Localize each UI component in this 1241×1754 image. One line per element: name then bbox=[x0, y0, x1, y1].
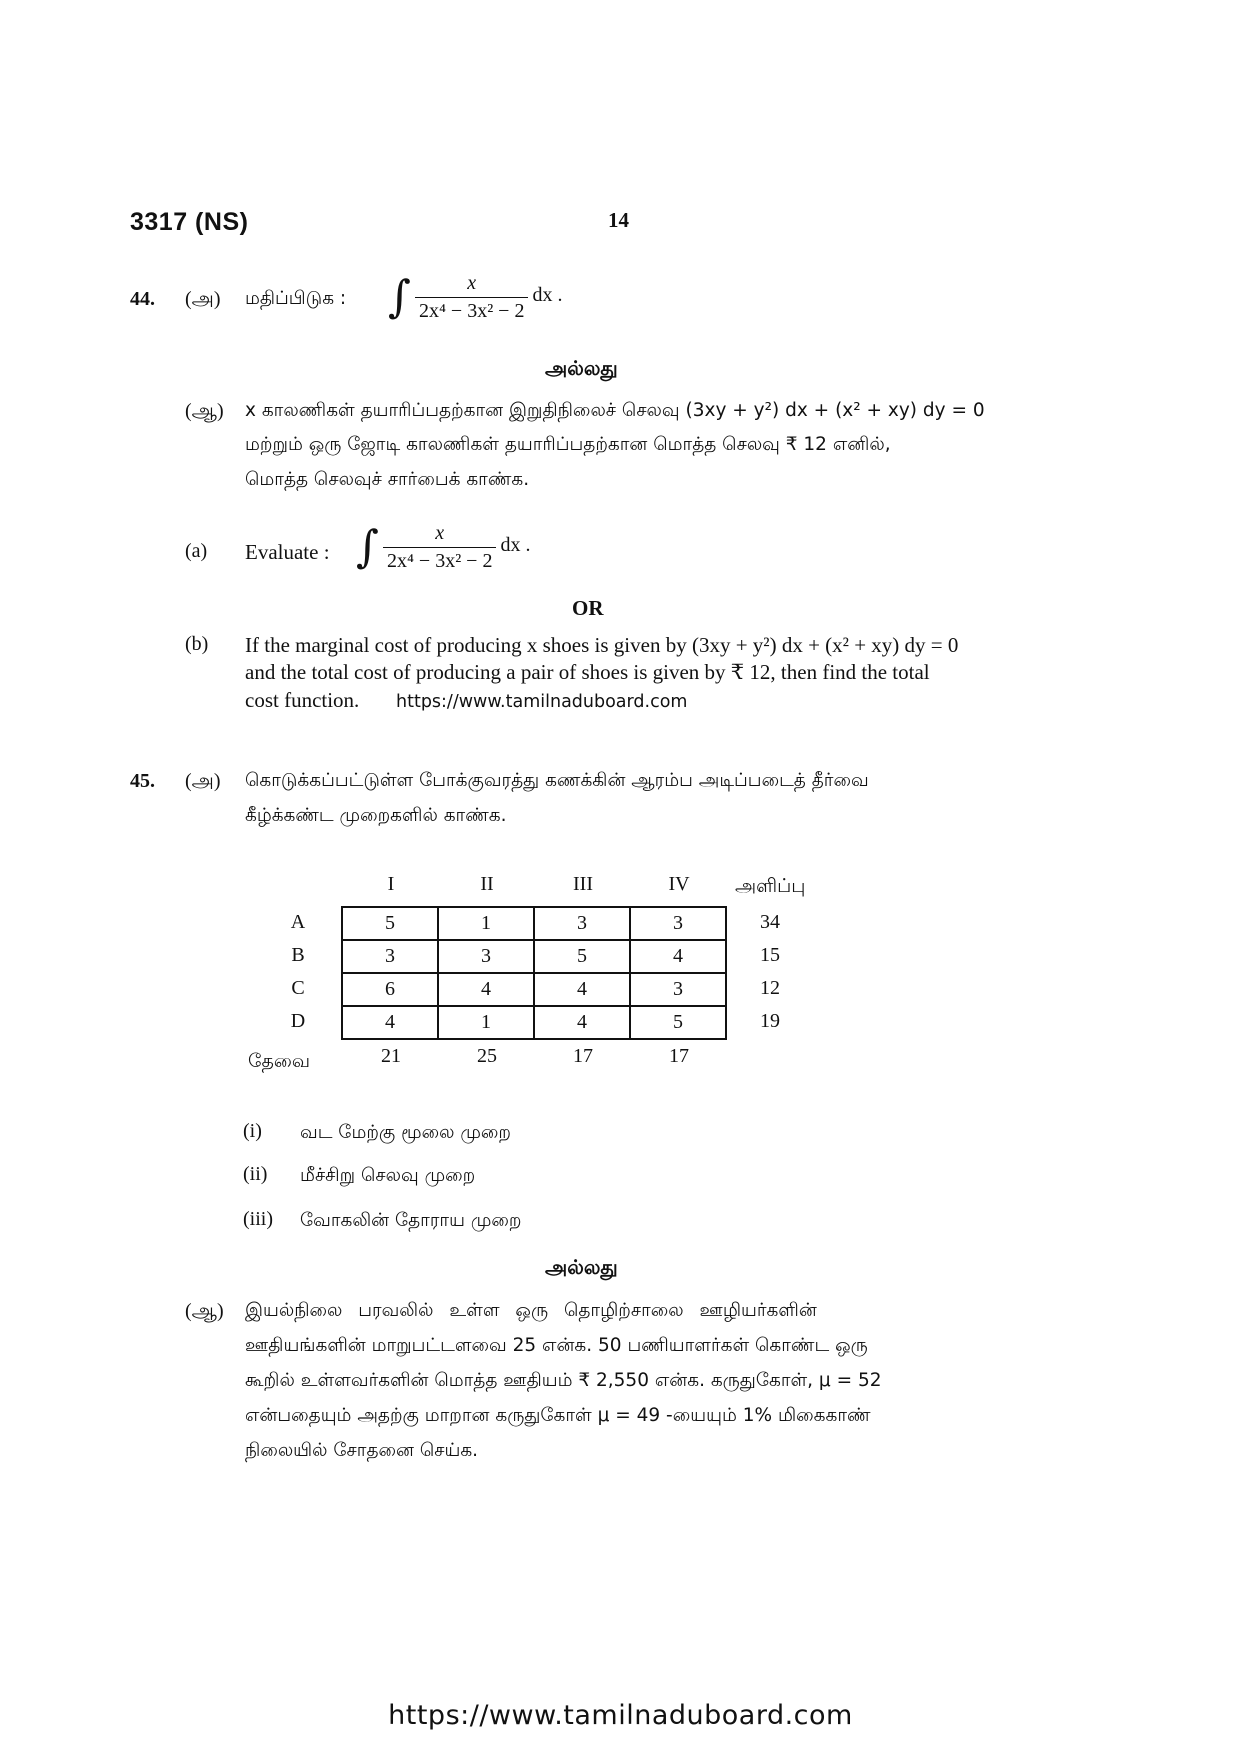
method-label: (i) bbox=[243, 1120, 262, 1142]
q44-b-line-1: x காலணிகள் தயாரிப்பதற்கான இறுதிநிலைச் செலவு (3xy + y²) dx + (x² + xy) dy = 0 bbox=[245, 400, 985, 421]
table-cell: 4 bbox=[534, 1006, 630, 1039]
supply-value: 15 bbox=[760, 944, 780, 966]
q44-b-line-3: மொத்த செலவுச் சார்பைக் காண்க. bbox=[245, 469, 530, 490]
table-cell: 1 bbox=[438, 1006, 534, 1039]
table-row bbox=[342, 1006, 726, 1039]
integrand-fraction bbox=[415, 272, 529, 323]
question-44-number: 44. bbox=[130, 288, 155, 310]
exam-code: 3317 (NS) bbox=[130, 208, 249, 236]
integral-dx: dx . bbox=[500, 534, 531, 557]
table-cell: 3 bbox=[438, 940, 534, 973]
q44-integral bbox=[388, 272, 562, 323]
demand-value: 17 bbox=[573, 1045, 593, 1067]
q44-a-label: (அ) bbox=[185, 288, 221, 310]
table-cell: 4 bbox=[342, 1006, 438, 1039]
table-cell: 5 bbox=[630, 1006, 726, 1039]
row-label: B bbox=[291, 944, 305, 966]
q45-b-line-2: ஊதியங்களின் மாறுபட்டளவை 25 என்க. 50 பணியாளர்கள் கொண்ட ஒரு bbox=[245, 1335, 868, 1356]
q45-b-line-3: கூறில் உள்ளவர்களின் மொத்த ஊதியம் ₹ 2,550 என்க. கருதுகோள், μ = 52 bbox=[245, 1370, 882, 1391]
column-header: III bbox=[573, 873, 593, 895]
table-cell: 3 bbox=[630, 973, 726, 1006]
q44-or-tamil: அல்லது bbox=[545, 356, 618, 380]
table-cell: 5 bbox=[534, 940, 630, 973]
column-header: IV bbox=[668, 873, 690, 895]
table-cell: 4 bbox=[534, 973, 630, 1006]
supply-values bbox=[760, 906, 780, 1038]
q44-en-b-line-1: If the marginal cost of producing x shoes is given by (3xy + y²) dx + (x² + xy) dy = 0 bbox=[245, 633, 959, 657]
table-cell: 1 bbox=[438, 907, 534, 940]
q44-en-b-line-2: and the total cost of producing a pair of shoes is given by ₹ 12, then find the total bbox=[245, 660, 930, 684]
q44-en-a-label: (a) bbox=[185, 540, 208, 562]
footer-url[interactable]: https://www.tamilnaduboard.com bbox=[388, 1700, 853, 1731]
method-text: வோகலின் தோராய முறை bbox=[300, 1210, 522, 1231]
supply-value: 19 bbox=[760, 1010, 780, 1032]
row-labels bbox=[283, 906, 313, 1038]
integrand-fraction bbox=[383, 522, 497, 573]
table-row bbox=[342, 907, 726, 940]
integral-sign-icon: ∫ bbox=[356, 521, 379, 573]
table-cell: 3 bbox=[534, 907, 630, 940]
table-cell: 3 bbox=[630, 907, 726, 940]
demand-value: 25 bbox=[477, 1045, 497, 1067]
table-row bbox=[342, 973, 726, 1006]
q44-a-text: மதிப்பிடுக : bbox=[245, 288, 347, 309]
q45-a-line-1: கொடுக்கப்பட்டுள்ள போக்குவரத்து கணக்கின் ஆரம்ப அடிப்படைத் தீர்வை bbox=[245, 770, 869, 791]
supply-value: 34 bbox=[760, 911, 780, 933]
table-cell: 5 bbox=[342, 907, 438, 940]
table-cell: 3 bbox=[342, 940, 438, 973]
demand-value: 17 bbox=[669, 1045, 689, 1067]
page-number: 14 bbox=[608, 208, 629, 232]
integrand-denominator: 2x⁴ − 3x² − 2 bbox=[415, 297, 529, 323]
question-45-number: 45. bbox=[130, 770, 155, 792]
q45-b-line-1: இயல்நிலை பரவலில் உள்ள ஒரு தொழிற்சாலை ஊழியர்களின் bbox=[245, 1300, 817, 1321]
demand-values bbox=[343, 1045, 727, 1068]
watermark-link[interactable]: https://www.tamilnaduboard.com bbox=[396, 692, 688, 712]
table-cell: 6 bbox=[342, 973, 438, 1006]
q45-a-line-2: கீழ்க்கண்ட முறைகளில் காண்க. bbox=[245, 805, 507, 826]
table-cell: 4 bbox=[438, 973, 534, 1006]
integral-sign-icon: ∫ bbox=[388, 271, 411, 323]
supply-value: 12 bbox=[760, 977, 780, 999]
q45-b-line-4: என்பதையும் அதற்கு மாறான கருதுகோள் μ = 49 -யையும் 1% மிகைகாண் bbox=[245, 1405, 871, 1426]
method-label: (iii) bbox=[243, 1208, 273, 1230]
q44-en-integral bbox=[356, 522, 530, 573]
integral-dx: dx . bbox=[532, 284, 563, 307]
row-label: D bbox=[290, 1010, 306, 1032]
q45-a-label: (அ) bbox=[185, 770, 221, 792]
integrand-denominator: 2x⁴ − 3x² − 2 bbox=[383, 547, 497, 573]
q45-b-label: (ஆ) bbox=[185, 1300, 224, 1322]
integrand-numerator: x bbox=[467, 272, 477, 294]
q44-or-english: OR bbox=[572, 596, 604, 620]
q45-b-line-5: நிலையில் சோதனை செய்க. bbox=[245, 1440, 479, 1461]
cost-table bbox=[341, 906, 727, 1040]
demand-label: தேவை bbox=[248, 1050, 311, 1072]
integrand-numerator: x bbox=[435, 522, 445, 544]
table-cell: 4 bbox=[630, 940, 726, 973]
column-header: II bbox=[480, 873, 494, 895]
q45-or-tamil: அல்லது bbox=[545, 1255, 618, 1279]
q44-en-a-text: Evaluate : bbox=[245, 540, 330, 564]
q44-en-b-label: (b) bbox=[185, 633, 209, 655]
demand-value: 21 bbox=[381, 1045, 401, 1067]
row-label: C bbox=[291, 977, 305, 999]
method-label: (ii) bbox=[243, 1163, 268, 1185]
table-column-headers bbox=[343, 873, 727, 896]
supply-header: அளிப்பு bbox=[735, 875, 806, 897]
table-row bbox=[342, 940, 726, 973]
q44-en-b-line-3: cost function. bbox=[245, 688, 360, 712]
method-text: மீச்சிறு செலவு முறை bbox=[300, 1165, 476, 1186]
row-label: A bbox=[290, 911, 306, 933]
q44-b-label: (ஆ) bbox=[185, 400, 224, 422]
q44-b-line-2: மற்றும் ஒரு ஜோடி காலணிகள் தயாரிப்பதற்கான மொத்த செலவு ₹ 12 எனில், bbox=[245, 434, 891, 455]
column-header: I bbox=[387, 873, 395, 895]
method-text: வட மேற்கு மூலை முறை bbox=[300, 1122, 512, 1143]
